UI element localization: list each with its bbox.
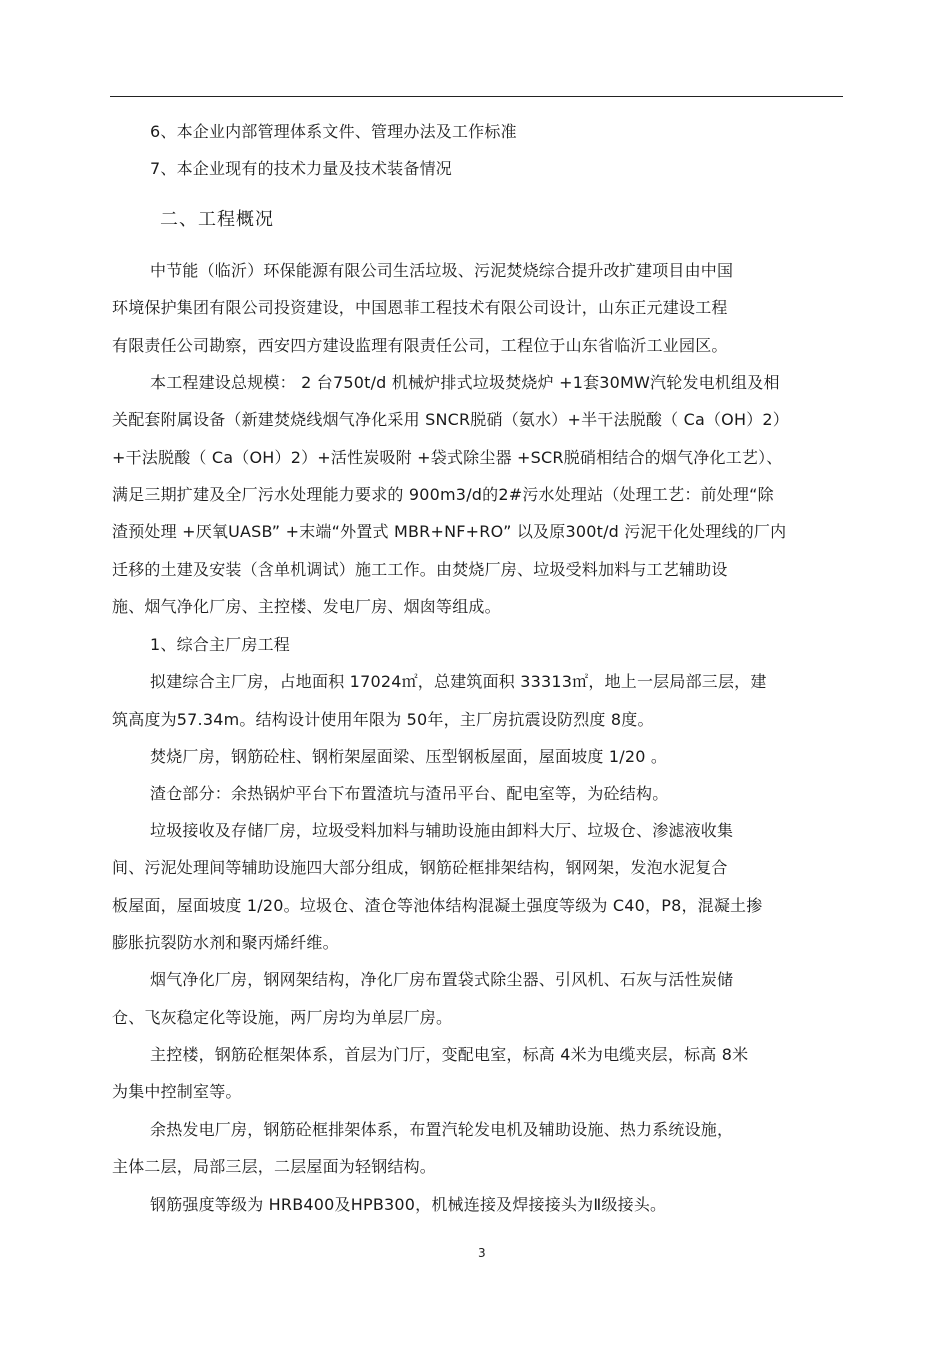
paragraph-line: 仓、飞灰稳定化等设施，两厂房均为单层厂房。	[112, 1008, 453, 1027]
paragraph-line: 迁移的土建及安装（含单机调试）施工工作。由焚烧厂房、垃圾受料加料与工艺辅助设	[112, 560, 728, 579]
paragraph-line: 板屋面，屋面坡度 1/20。垃圾仓、渣仓等池体结构混凝土强度等级为 C40，P8，混凝土掺	[112, 896, 763, 915]
header-rule	[110, 96, 843, 97]
paragraph-line: 有限责任公司勘察，西安四方建设监理有限责任公司，工程位于山东省临沂工业园区。	[112, 336, 728, 355]
page-number: 3	[478, 1246, 486, 1260]
paragraph-line: 主体二层，局部三层，二层屋面为轻钢结构。	[112, 1157, 437, 1176]
paragraph-line: 主控楼，钢筋砼框架体系，首层为门厅，变配电室，标高 4米为电缆夹层，标高 8米	[150, 1045, 749, 1064]
paragraph-line: 环境保护集团有限公司投资建设，中国恩菲工程技术有限公司设计，山东正元建设工程	[112, 298, 728, 317]
paragraph-line: 关配套附属设备（新建焚烧线烟气净化采用 SNCR脱硝（氨水）+半干法脱酸（ Ca（OH）2）	[112, 410, 789, 429]
paragraph-line: 渣仓部分：余热锅炉平台下布置渣坑与渣吊平台、配电室等，为砼结构。	[150, 784, 669, 803]
subsection-heading: 1、综合主厂房工程	[150, 635, 290, 654]
paragraph-line: 渣预处理 +厌氧UASB” +末端“外置式 MBR+NF+RO” 以及原300t/d 污泥干化处理线的厂内	[112, 522, 787, 541]
paragraph-line: 为集中控制室等。	[112, 1082, 242, 1101]
paragraph-line: 筑高度为57.34m。结构设计使用年限为 50年，主厂房抗震设防烈度 8度。	[112, 710, 654, 729]
paragraph-line: 中节能（临沂）环保能源有限公司生活垃圾、污泥焚烧综合提升改扩建项目由中国	[150, 261, 734, 280]
paragraph-line: 垃圾接收及存储厂房，垃圾受料加料与辅助设施由卸料大厅、垃圾仓、渗滤液收集	[150, 821, 734, 840]
paragraph-line: 本工程建设总规模： 2 台750t/d 机械炉排式垃圾焚烧炉 +1套30MW汽轮发电机组及相	[150, 373, 780, 392]
list-item-6: 6、本企业内部管理体系文件、管理办法及工作标准	[150, 122, 517, 141]
paragraph-line: 膨胀抗裂防水剂和聚丙烯纤维。	[112, 933, 339, 952]
paragraph-line: 余热发电厂房，钢筋砼框排架体系，布置汽轮发电机及辅助设施、热力系统设施，	[150, 1120, 734, 1139]
paragraph-line: 满足三期扩建及全厂污水处理能力要求的 900m3/d的2#污水处理站（处理工艺：前处理“除	[112, 485, 774, 504]
paragraph-line: 烟气净化厂房，钢网架结构，净化厂房布置袋式除尘器、引风机、石灰与活性炭储	[150, 970, 734, 989]
list-item-7: 7、本企业现有的技术力量及技术装备情况	[150, 159, 452, 178]
paragraph-line: 钢筋强度等级为 HRB400及HPB300，机械连接及焊接接头为Ⅱ级接头。	[150, 1195, 667, 1214]
section-heading: 二、工程概况	[160, 209, 274, 230]
paragraph-line: 施、烟气净化厂房、主控楼、发电厂房、烟囱等组成。	[112, 597, 501, 616]
paragraph-line: 焚烧厂房，钢筋砼柱、钢桁架屋面梁、压型钢板屋面，屋面坡度 1/20 。	[150, 747, 668, 766]
paragraph-line: +干法脱酸（ Ca（OH）2）+活性炭吸附 +袋式除尘器 +SCR脱硝相结合的烟气净化工艺）、	[112, 448, 783, 467]
paragraph-line: 间、污泥处理间等辅助设施四大部分组成，钢筋砼框排架结构，钢网架，发泡水泥复合	[112, 858, 728, 877]
paragraph-line: 拟建综合主厂房，占地面积 17024㎡，总建筑面积 33313㎡，地上一层局部三层，建	[150, 672, 767, 691]
